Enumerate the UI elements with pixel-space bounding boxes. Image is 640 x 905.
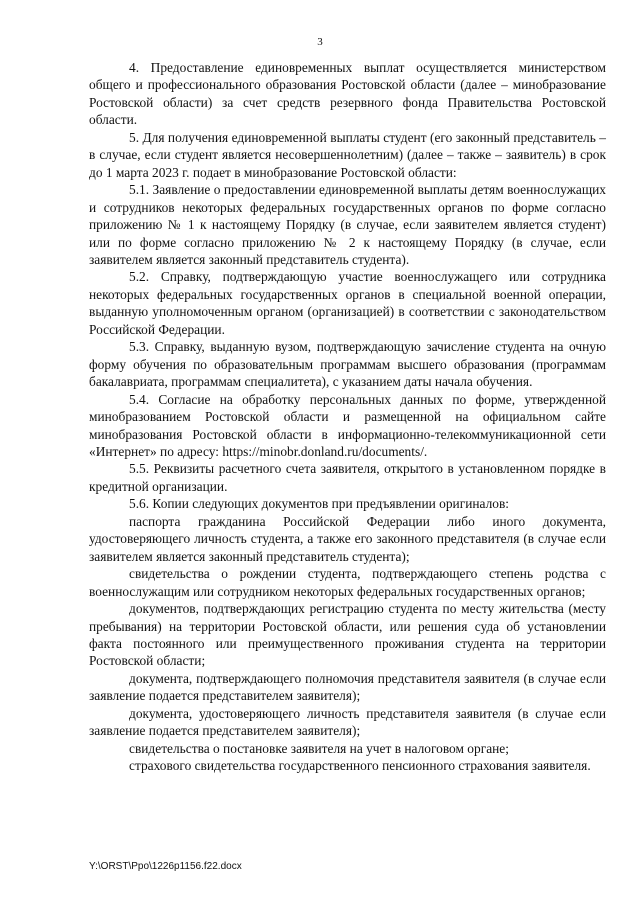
paragraph-5-2: 5.2. Справку, подтверждающую участие военнослужащего или сотрудника некоторых федеральных государственных органов в специальной военной операции, выданную уполномоченным органом (организацией) в соответствии с законодательством Российской Федерации. bbox=[89, 269, 606, 337]
list-item-passport: паспорта гражданина Российской Федерации либо иного документа, удостоверяющего личность студента, а также его законного представителя (в случае если заявителем является законный представитель студента); bbox=[89, 513, 606, 564]
paragraph-5-4: 5.4. Согласие на обработку персональных данных по форме, утвержденной минобразованием Ростовской области и размещенной на официальном сайте минобразования Ростовской области в информационно-телекоммуникационной сети «Интернет» по адресу: https://minobr.donland.ru/documents/. bbox=[89, 391, 606, 459]
paragraph-5-6: 5.6. Копии следующих документов при предъявлении оригиналов: bbox=[129, 496, 510, 512]
list-item-pension-insurance: страхового свидетельства государственного пенсионного страхования заявителя. bbox=[129, 758, 591, 774]
paragraph-5: 5. Для получения единовременной выплаты студент (его законный представитель – в случае, если студент является несовершеннолетним) (далее – также – заявитель) в срок до 1 марта 2023 г. подает в минобразование Ростовской области: bbox=[89, 129, 606, 180]
list-item-registration: документов, подтверждающих регистрацию студента по месту жительства (месту пребывания) на территории Ростовской области, или решения суда об установлении факта постоянного или преимущественного проживания студента на территории Ростовской области; bbox=[89, 601, 606, 669]
page-number: 3 bbox=[317, 36, 323, 48]
footer-file-path: Y:\ORST\Ppo\1226p1156.f22.docx bbox=[89, 861, 242, 872]
document-body bbox=[89, 59, 606, 775]
list-item-tax-registration: свидетельства о постановке заявителя на учет в налоговом органе; bbox=[129, 740, 509, 756]
list-item-birth-certificate: свидетельства о рождении студента, подтверждающего степень родства с военнослужащим или сотрудником некоторых федеральных государственных органов; bbox=[89, 566, 606, 599]
paragraph-5-3: 5.3. Справку, выданную вузом, подтверждающую зачисление студента на очную форму обучения по образовательным программам высшего образования (программам бакалавриата, программам специалитета), с указанием даты начала обучения. bbox=[89, 339, 606, 390]
paragraph-5-1: 5.1. Заявление о предоставлении единовременной выплаты детям военнослужащих и сотрудников некоторых федеральных государственных органов по форме согласно приложению № 1 к настоящему Порядку (в случае, если заявителем является студент) или по форме согласно приложению № 2 к настоящему Порядку (в случае, если заявителем является законный представитель студента). bbox=[89, 182, 606, 267]
list-item-authority-document: документа, подтверждающего полномочия представителя заявителя (в случае если заявление подается представителем заявителя); bbox=[89, 670, 606, 704]
paragraph-4: 4. Предоставление единовременных выплат осуществляется министерством общего и профессионального образования Ростовской области (далее – минобразование Ростовской области) за счет средств резервного фонда Правительства Ростовской области. bbox=[89, 60, 606, 128]
paragraph-5-5: 5.5. Реквизиты расчетного счета заявителя, открытого в установленном порядке в кредитной организации. bbox=[89, 461, 606, 494]
list-item-representative-id: документа, удостоверяющего личность представителя заявителя (в случае если заявление подается представителем заявителя); bbox=[89, 705, 606, 739]
